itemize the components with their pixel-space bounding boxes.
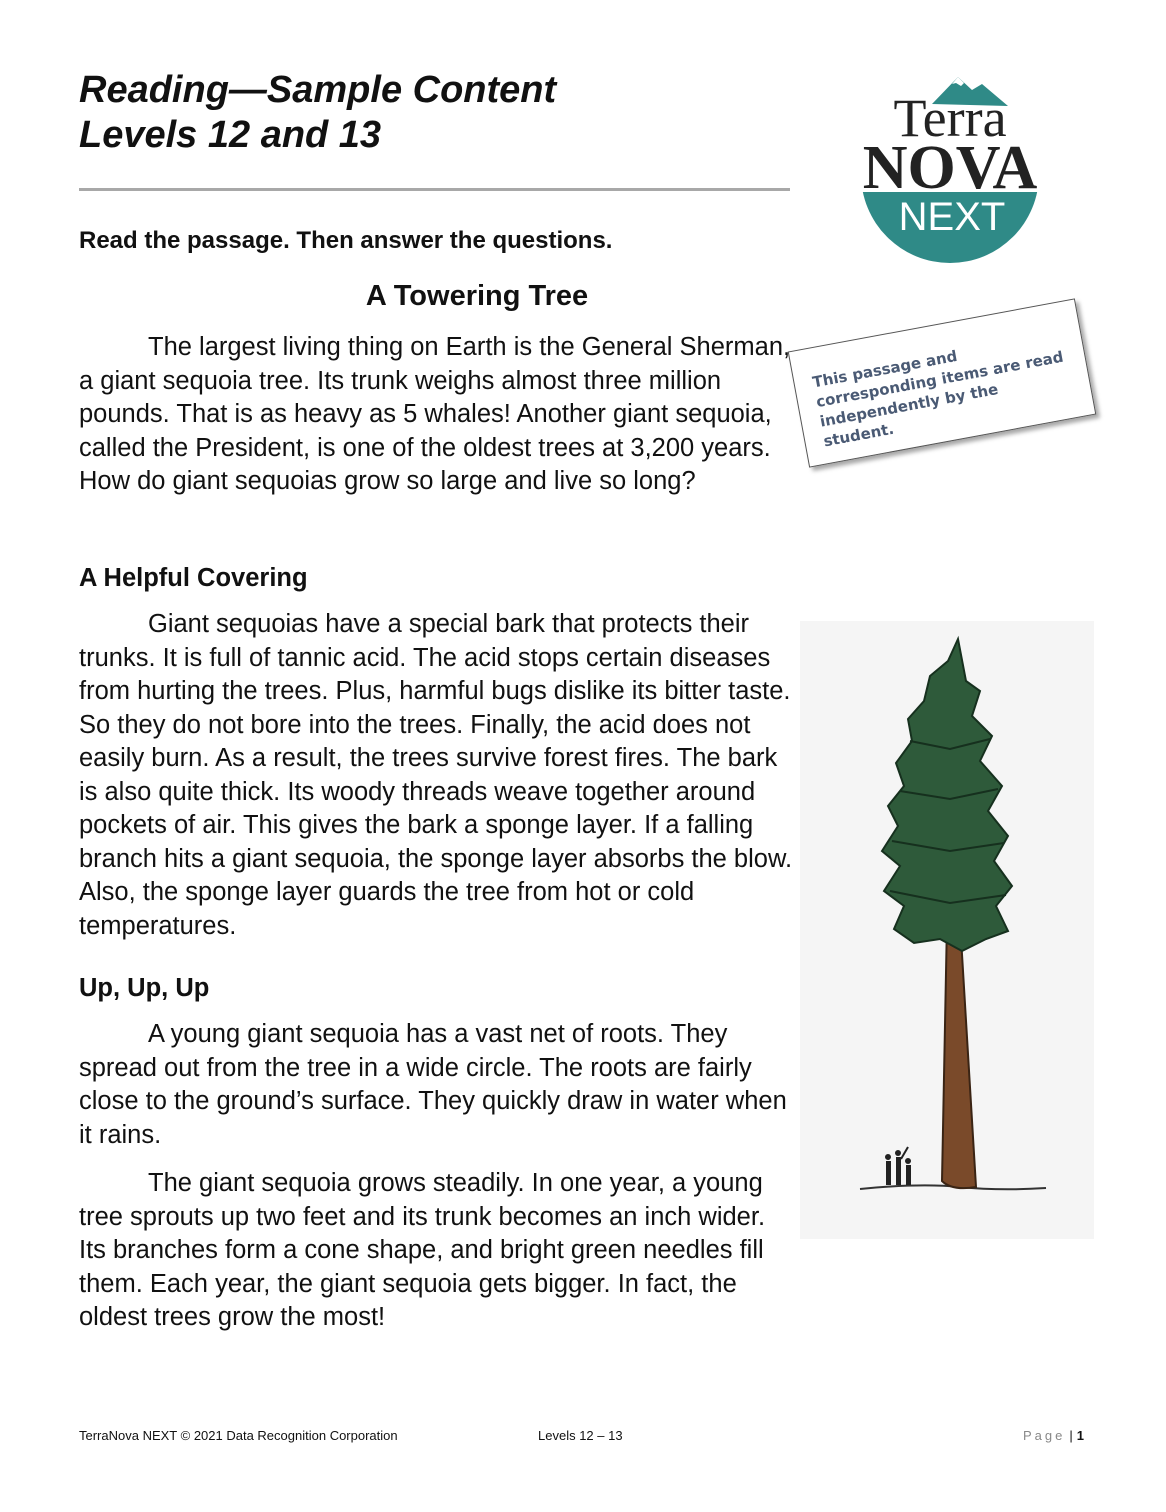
footer-levels: Levels 12 – 13 [538,1428,623,1443]
note-text: This passage and corresponding items are read independently by the student. [811,346,1065,451]
passage-title: A Towering Tree [365,280,589,312]
intro-text: The largest living thing on Earth is the General Sherman, a giant sequoia tree. Its trunk weighs almost three million pounds. That is as heavy as 5 whales! Another giant sequoia, called the President, is one of the oldest trees at 3,200 years. How do giant sequoias grow so large and live so long? [79,333,791,495]
roots-paragraph [79,1018,799,1152]
footer-copyright: TerraNova NEXT © 2021 Data Recognition Corporation [79,1428,398,1443]
intro-paragraph [79,331,799,499]
tree-foliage [882,639,1012,951]
page-label: Page [1023,1428,1066,1443]
people-silhouettes-icon [885,1147,911,1185]
section-heading-helpful-covering: A Helpful Covering [79,564,308,592]
section-heading-up-up-up: Up, Up, Up [79,974,210,1002]
growth-text: The giant sequoia grows steadily. In one year, a young tree sprouts up two feet and its trunk becomes an inch wider. Its branches form a cone shape, and bright green needles fill them. Each year, the giant sequoia gets bigger. In fact, the oldest trees grow the most! [79,1169,766,1331]
page-number: 1 [1076,1428,1084,1443]
growth-paragraph [79,1167,799,1335]
terranova-next-logo [848,70,1053,270]
bark-text: Giant sequoias have a special bark that protects their trunks. It is full of tannic acid. The acid stops certain diseases from hurting the trees. Plus, harmful bugs dislike its bitter taste. So they do not bore into the trees. Finally, the acid does not easily burn. As a result, the trees survive forest fires. The bark is also quite thick. Its woody threads weave together around pockets of air. This gives the bark a sponge layer. If a falling branch hits a giant sequoia, the sponge layer absorbs the blow. Also, the sponge layer guards the tree from hot or cold temperatures. [79,610,793,940]
independent-reading-note [788,298,1097,467]
title-line-1: Reading—Sample Content [79,69,557,111]
logo-nova: NOVA [862,134,1038,202]
instructions: Read the passage. Then answer the questions. [79,227,613,254]
bark-paragraph [79,608,799,943]
title-divider [79,188,790,191]
roots-text: A young giant sequoia has a vast net of roots. They spread out from the tree in a wide circle. The roots are fairly close to the ground’s surface. They quickly draw in water when it rains. [79,1020,787,1149]
sequoia-tree-illustration [800,621,1094,1239]
title-line-2: Levels 12 and 13 [79,114,382,156]
tree-illustration-panel [800,621,1094,1239]
tree-trunk [942,921,976,1188]
logo-next: NEXT [898,195,1006,239]
page-title [79,68,556,158]
logo-terra: Terra [893,88,1007,148]
footer-page: Page | 1 [1023,1428,1084,1443]
